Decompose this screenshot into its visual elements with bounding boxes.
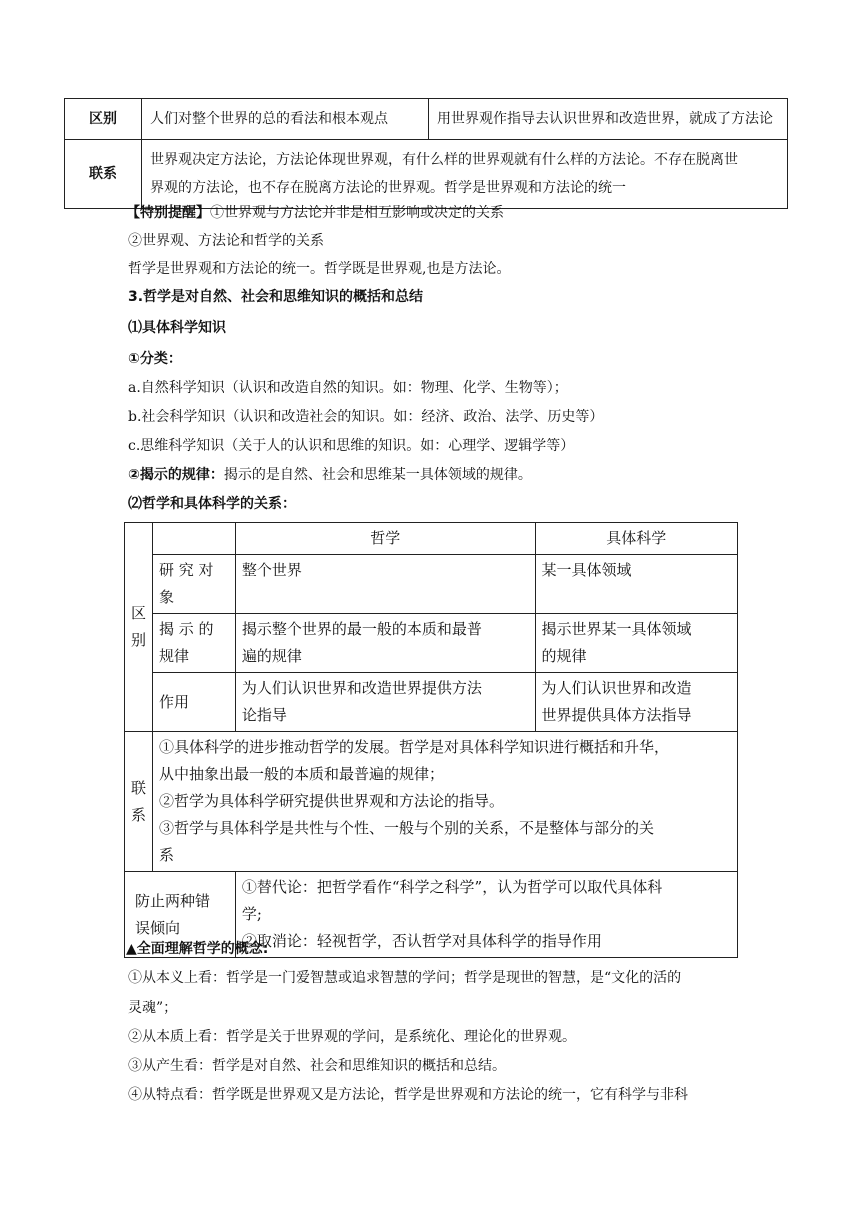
list-item: b.社会科学知识（认识和改造社会的知识。如：经济、政治、法学、历史等） [128, 409, 604, 425]
philosophy-science-table [124, 522, 738, 958]
concept-line: ④从特点看：哲学既是世界观又是方法论，哲学是世界观和方法论的统一，它有科学与非科 [128, 1087, 688, 1103]
concept-heading: ▲全面理解哲学的概念: [126, 941, 269, 957]
header-empty [153, 523, 236, 555]
table-row [125, 673, 738, 732]
worldview-methodology-table [64, 98, 788, 209]
concept-line: ①从本义上看：哲学是一门爱智慧或追求智慧的学问；哲学是现世的智慧，是“文化的活的 [128, 970, 682, 986]
table-cell: 为人们认识世界和改造世界提供方法 论指导 [235, 673, 535, 732]
table-cell: 整个世界 [235, 555, 535, 614]
methodology-definition: 用世界观作指导去认识世界和改造世界，就成了方法论 [429, 99, 788, 140]
table-row [125, 614, 738, 673]
table-row [125, 555, 738, 614]
concept-line: ③从产生看：哲学是对自然、社会和思维知识的概括和总结。 [128, 1058, 506, 1074]
tip-line-3: 哲学是世界观和方法论的统一。哲学既是世界观,也是方法论。 [128, 261, 511, 277]
connection-label: 联 系 [125, 732, 153, 872]
row-label: 揭 示 的 规律 [153, 614, 236, 673]
table-row [65, 99, 788, 140]
table-row [125, 523, 738, 555]
subsection-heading: ⑵哲学和具体科学的关系： [128, 496, 296, 512]
connection-line: 世界观决定方法论，方法论体现世界观，有什么样的世界观就有什么样的方法论。不存在脱离世 [150, 152, 738, 168]
list-item: a.自然科学知识（认识和改造自然的知识。如：物理、化学、生物等）； [128, 380, 568, 396]
row-label: 研 究 对 象 [153, 555, 236, 614]
worldview-definition: 人们对整个世界的总的看法和根本观点 [142, 99, 429, 140]
row-label-connection: 联系 [65, 140, 142, 209]
law-label: ②揭示的规律： [128, 467, 224, 483]
error-cell: ①替代论：把哲学看作“科学之科学”，认为哲学可以取代具体科 学; ②取消论：轻视哲学，否认哲学对具体科学的指导作用 [235, 872, 737, 958]
tip-line-2: ②世界观、方法论和哲学的关系 [128, 233, 324, 249]
difference-label: 区 别 [125, 523, 153, 732]
connection-text [142, 140, 788, 209]
table-cell: 揭示整个世界的最一般的本质和最普 遍的规律 [235, 614, 535, 673]
concept-line: 灵魂”； [128, 1000, 178, 1016]
table-cell: 为人们认识世界和改造 世界提供具体方法指导 [535, 673, 738, 732]
table-cell: 某一具体领域 [535, 555, 738, 614]
row-label-difference: 区别 [65, 99, 142, 140]
section-heading: 3.哲学是对自然、社会和思维知识的概括和总结 [128, 289, 424, 305]
concept-line: ②从本质上看：哲学是关于世界观的学问，是系统化、理论化的世界观。 [128, 1029, 576, 1045]
table-row [65, 140, 788, 209]
connection-cell: ①具体科学的进步推动哲学的发展。哲学是对具体科学知识进行概括和升华， 从中抽象出最一般的本质和最普遍的规律； ②哲学为具体科学研究提供世界观和方法论的指导。 ③哲学与具体科学是共性与个性、一般与个别的关系，不是整体与部分的关 系 [153, 732, 738, 872]
law-text: 揭示的是自然、社会和思维某一具体领域的规律。 [223, 467, 532, 483]
column-header: 哲学 [235, 523, 535, 555]
subsection-heading: ⑴具体科学知识 [128, 320, 226, 336]
tip-text: ①世界观与方法论并非是相互影响或决定的关系 [210, 205, 504, 221]
table-cell: 揭示世界某一具体领域 的规律 [535, 614, 738, 673]
classify-heading: ①分类： [128, 351, 182, 367]
tip-heading: 【特别提醒】 [126, 205, 210, 221]
table-row [125, 732, 738, 872]
row-label: 作用 [153, 673, 236, 732]
tip-line-1 [126, 203, 504, 223]
list-item: c.思维科学知识（关于人的认识和思维的知识。如：心理学、逻辑学等） [128, 438, 575, 454]
error-label: 防止两种错 误倾向 [125, 872, 236, 958]
connection-line: 界观的方法论，也不存在脱离方法论的世界观。哲学是世界观和方法论的统一 [150, 180, 626, 196]
law-line [128, 465, 532, 485]
column-header: 具体科学 [535, 523, 738, 555]
